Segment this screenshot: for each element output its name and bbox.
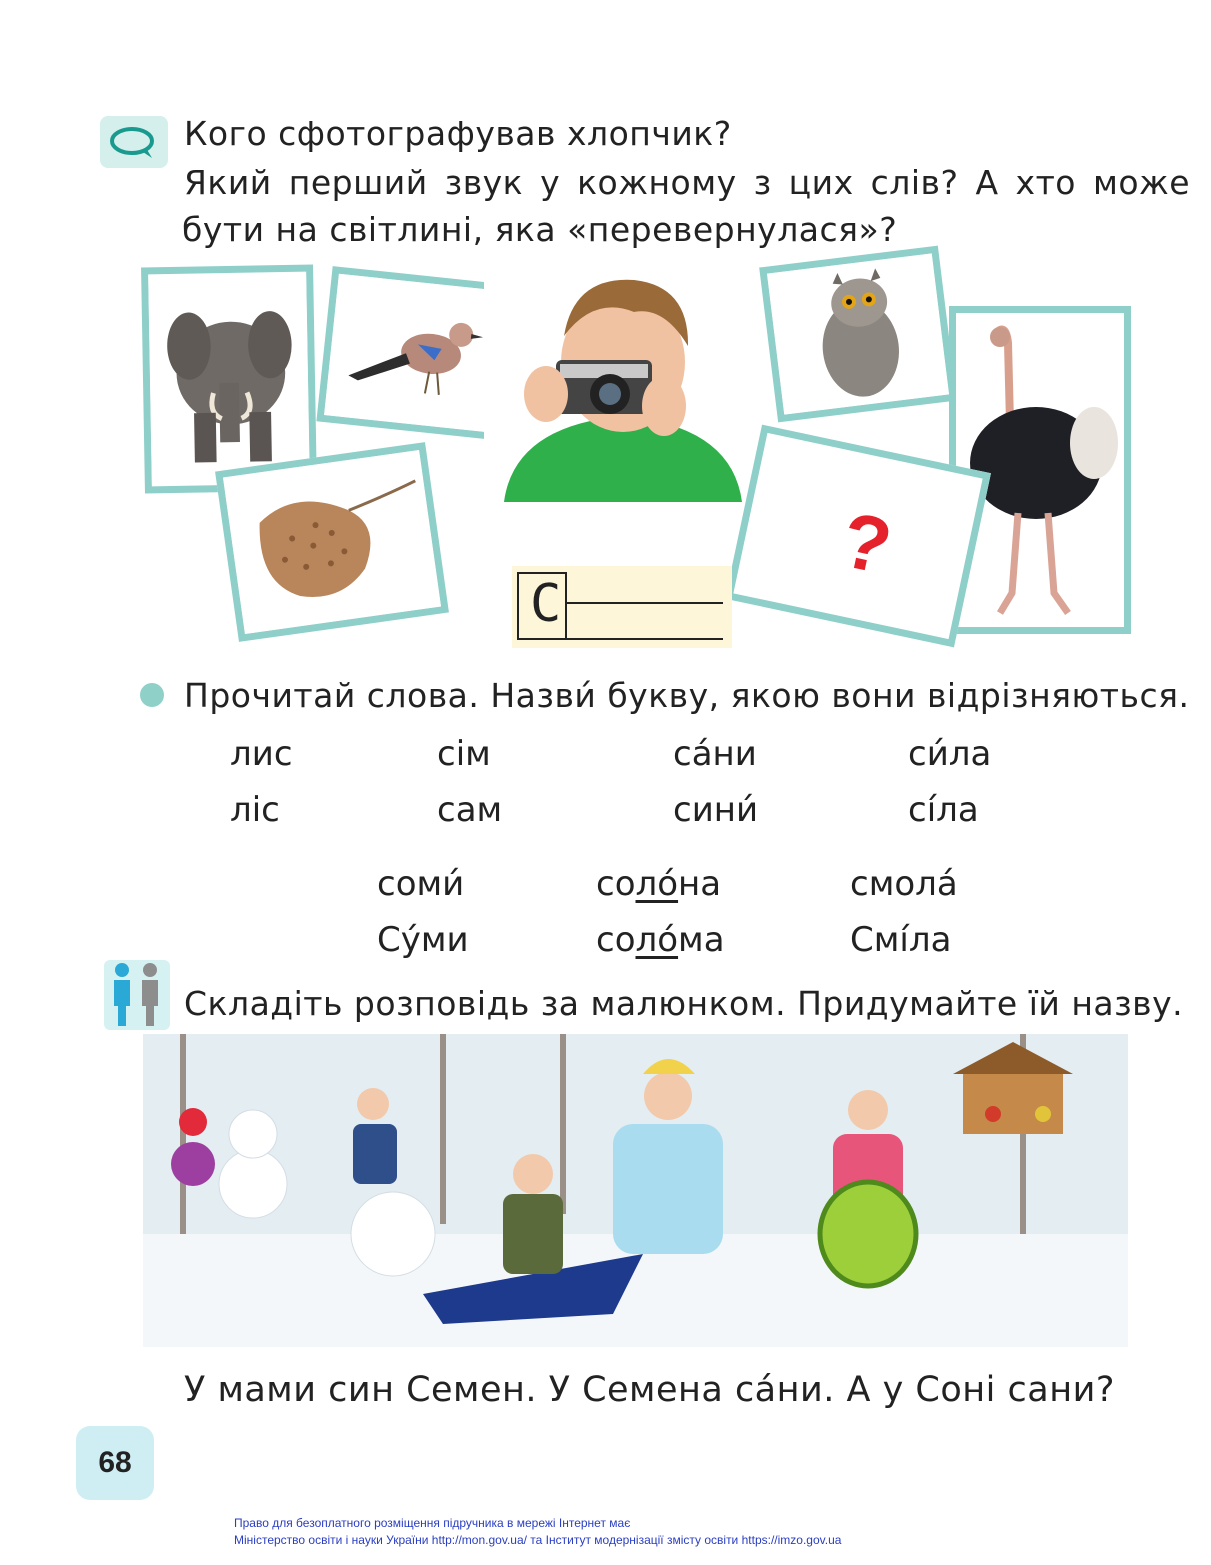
word-part: Смі́ла [850, 920, 952, 960]
elephant-photo [141, 265, 317, 494]
task3-instruction: Складіть розповідь за малюнком. Придумайте їй назву. [184, 984, 1184, 1023]
word: сам [437, 790, 503, 830]
word [596, 864, 721, 904]
word [377, 920, 469, 960]
underlined-syllable: ло́ [635, 864, 679, 904]
word-part: на [678, 864, 722, 904]
task2-instruction: Прочитай слова. Назви́ букву, якою вони відрізняються. [184, 676, 1190, 715]
word [850, 864, 958, 904]
word: сім [437, 734, 491, 774]
task-dot-icon [140, 683, 164, 707]
boy-with-camera-photo [484, 266, 762, 502]
word [850, 920, 951, 960]
word-part: соми́ [377, 864, 465, 904]
task1-line2: Який перший звук у кожному з цих слів? А хто може [184, 163, 1191, 202]
footer-links: Міністерство освіти і науки України http://mon.gov.ua/ та Інститут модернізації змісту освіти https://imzo.gov.ua [234, 1533, 842, 1547]
question-mark-icon: ? [834, 494, 900, 591]
word [596, 920, 725, 960]
owl-photo [759, 246, 957, 423]
story-line: У мами син Семен. У Семена са́ни. А у Соні сани? [184, 1370, 1115, 1410]
page-number-badge [76, 1426, 154, 1500]
winter-scene-illustration [143, 1034, 1128, 1347]
task1-question: Кого сфотографував хлопчик? [184, 114, 732, 153]
underlined-syllable: ло́ [635, 920, 679, 960]
word: сі́ла [908, 790, 979, 830]
word-part: со [596, 920, 636, 960]
word: лис [230, 734, 293, 774]
word: сини́ [673, 790, 759, 830]
task1-line3: бути на світлині, яка «перевернулася»? [182, 210, 898, 249]
word: ліс [230, 790, 280, 830]
scheme-line-top [567, 602, 723, 604]
stingray-photo [215, 442, 449, 642]
pair-work-icon [104, 960, 170, 1030]
word-part: со [596, 864, 636, 904]
word [377, 864, 464, 904]
sound-scheme-box [512, 566, 732, 648]
footer-rights: Право для безоплатного розміщення підручника в мережі Інтернет має [234, 1516, 631, 1530]
sound-letter: С [530, 574, 562, 634]
page-number: 68 [98, 1446, 132, 1479]
speech-bubble-icon [100, 116, 168, 168]
word: са́ни [673, 734, 757, 774]
word: си́ла [908, 734, 992, 774]
word-part: ма [678, 920, 725, 960]
scheme-line-bottom [567, 638, 723, 640]
word-part: смола́ [850, 864, 958, 904]
word-part: Су́ми [377, 920, 469, 960]
